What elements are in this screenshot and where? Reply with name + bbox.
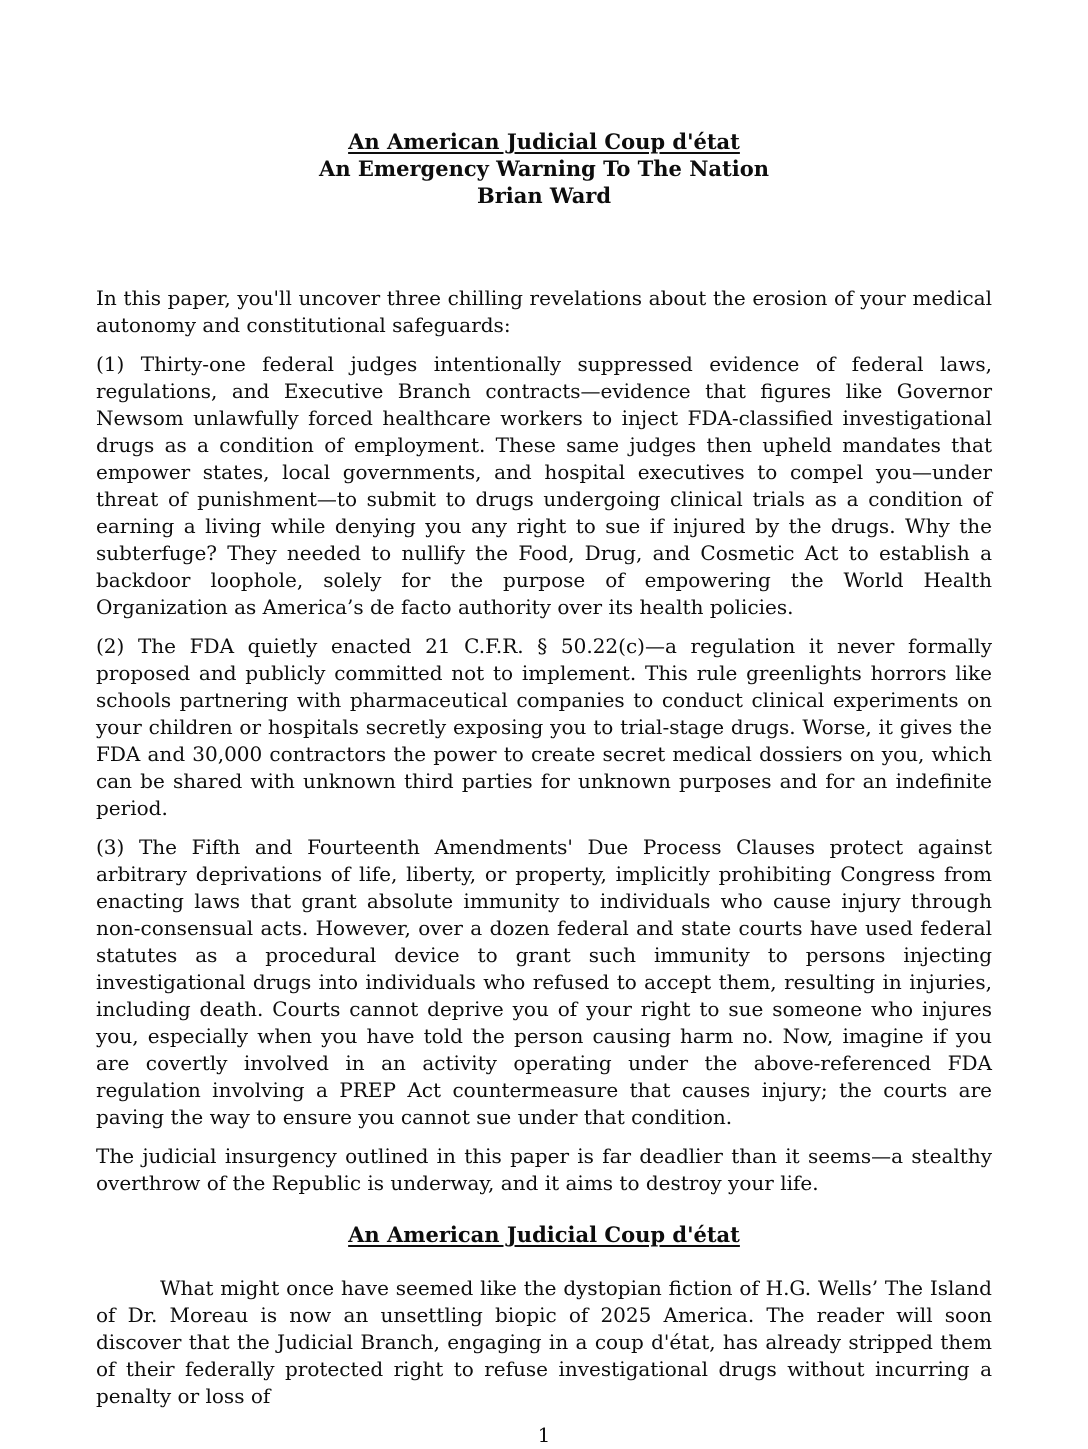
section-opening-paragraph: What might once have seemed like the dystopian fiction of H.G. Wells’ The Island of Dr. Moreau is now an unsettling biopic of 2025 America. The reader will soon discover that the Judicial Branch, engaging in a coup d'état, has already stripped them of their federally protected right to refuse investigational drugs without incurring a penalty or loss of [96,1276,992,1408]
document-body [96,285,992,1410]
section-heading: An American Judicial Coup d'état [348,1222,740,1247]
closing-warning-paragraph: The judicial insurgency outlined in this paper is far deadlier than it seems—a stealthy overthrow of the Republic is underway, and it aims to destroy your life. [96,1144,992,1195]
document-subtitle: An Emergency Warning To The Nation [319,156,769,181]
page-footer [96,1422,992,1449]
revelation-3-paragraph: (3) The Fifth and Fourteenth Amendments' Due Process Clauses protect against arbitrary deprivations of life, liberty, or property, implicitly prohibiting Congress from enacting laws that grant absolute immunity to individuals who cause injury through non-consensual acts. However, over a dozen federal and state courts have used federal statutes as a procedural device to grant such immunity to persons injecting investigational drugs into individuals who refused to accept them, resulting in injuries, including death. Courts cannot deprive you of your right to sue someone who injures you, especially when you have told the person causing harm no. Now, imagine if you are covertly involved in an activity operating under the above-referenced FDA regulation involving a PREP Act countermeasure that causes injury; the courts are paving the way to ensure you cannot sue under that condition. [96,835,992,1129]
intro-paragraph: In this paper, you'll uncover three chilling revelations about the erosion of your medical autonomy and constitutional safeguards: [96,286,992,337]
title-block [96,128,992,209]
page-number: 1 [537,1423,551,1447]
document-author: Brian Ward [476,183,612,208]
revelation-2-paragraph: (2) The FDA quietly enacted 21 C.F.R. § 50.22(c)—a regulation it never formally proposed and publicly committed not to implement. This rule greenlights horrors like schools partnering with pharmaceutical companies to conduct clinical experiments on your children or hospitals secretly exposing you to trial-stage drugs. Worse, it gives the FDA and 30,000 contractors the power to create secret medical dossiers on you, which can be shared with unknown third parties for unknown purposes and for an indefinite period. [96,634,992,820]
document-title: An American Judicial Coup d'état [348,129,740,154]
revelation-1-paragraph: (1) Thirty-one federal judges intentionally suppressed evidence of federal laws, regulations, and Executive Branch contracts—evidence that figures like Governor Newsom unlawfully forced healthcare workers to inject FDA-classified investigational drugs as a condition of employment. These same judges then upheld mandates that empower states, local governments, and hospital executives to compel you—under threat of punishment—to submit to drugs undergoing clinical trials as a condition of earning a living while denying you any right to sue if injured by the drugs. Why the subterfuge? They needed to nullify the Food, Drug, and Cosmetic Act to establish a backdoor loophole, solely for the purpose of empowering the World Health Organization as America’s de facto authority over its health policies. [96,352,992,619]
